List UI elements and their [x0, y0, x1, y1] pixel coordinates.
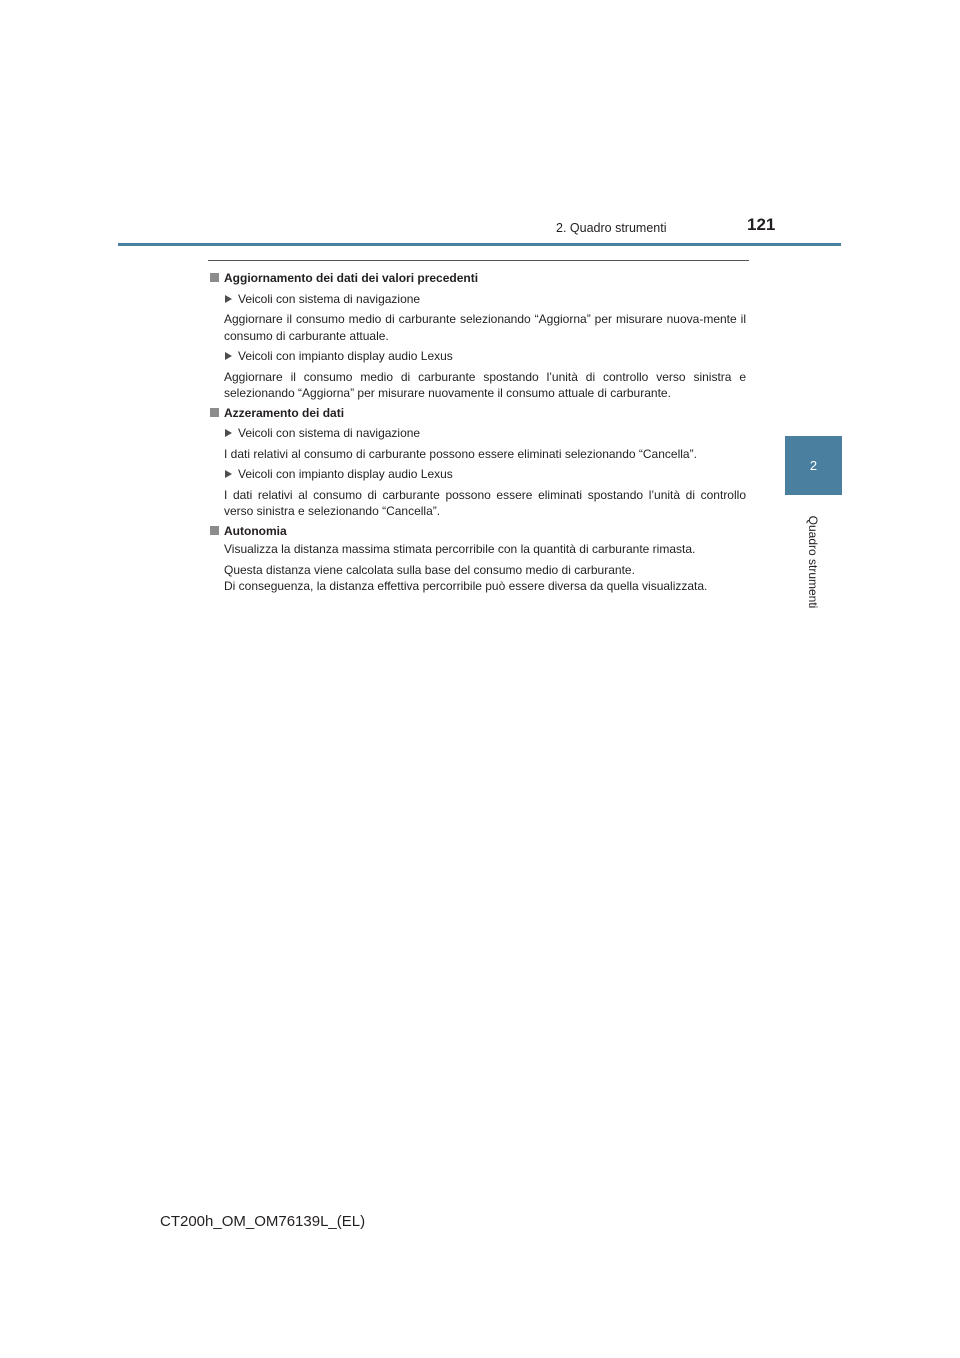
- triangle-bullet-icon: [225, 470, 232, 478]
- header-rule: [118, 243, 841, 246]
- footer-document-code: CT200h_OM_OM76139L_(EL): [160, 1213, 366, 1230]
- square-bullet-icon: [210, 408, 219, 417]
- section-heading-text: Azzeramento dei dati: [224, 405, 345, 420]
- subheading: [210, 425, 746, 442]
- subheading: [210, 466, 746, 483]
- header-section-title: 2. Quadro strumenti: [556, 221, 667, 235]
- triangle-bullet-icon: [225, 295, 232, 303]
- chapter-side-label: Quadro strumenti: [806, 515, 820, 609]
- content-top-rule: [208, 260, 749, 261]
- triangle-bullet-icon: [225, 352, 232, 360]
- paragraph: I dati relativi al consumo di carburante possono essere eliminati selezionando “Cancella”.: [224, 446, 697, 461]
- paragraph: Aggiornare il consumo medio di carburante spostando l’unità di controllo verso sinistra e selezionando “Aggiorna” per misurare nuovamente il consumo attuale di carburante.: [224, 369, 746, 400]
- page-number: 121: [747, 215, 776, 234]
- paragraph: [210, 562, 746, 595]
- paragraph: Visualizza la distanza massima stimata percorribile con la quantità di carburante rimasta.: [224, 542, 696, 556]
- section-heading-text: Autonomia: [224, 523, 287, 538]
- subheading-text: Veicoli con impianto display audio Lexus: [238, 467, 453, 481]
- section-heading-text: Aggiornamento dei dati dei valori precedenti: [224, 271, 479, 285]
- subheading-text: Veicoli con sistema di navigazione: [238, 426, 421, 440]
- square-bullet-icon: [210, 526, 219, 535]
- section-heading: [210, 523, 746, 540]
- section-heading: [210, 270, 746, 287]
- paragraph: I dati relativi al consumo di carburante possono essere eliminati spostando l’unità di controllo verso sinistra e selezionando “Cancella”.: [224, 487, 746, 518]
- main-content: [210, 270, 746, 595]
- section-heading: [210, 405, 746, 422]
- subheading-text: Veicoli con sistema di navigazione: [238, 291, 421, 306]
- subheading-text: Veicoli con impianto display audio Lexus: [238, 349, 453, 363]
- paragraph: Aggiornare il consumo medio di carburante selezionando “Aggiorna” per misurare nuova-mente il consumo di carburante attuale.: [224, 312, 746, 343]
- subheading: [210, 348, 746, 365]
- square-bullet-icon: [210, 273, 219, 282]
- paragraph-line: Questa distanza viene calcolata sulla base del consumo medio di carburante.: [224, 562, 635, 577]
- subheading: [210, 291, 746, 308]
- triangle-bullet-icon: [225, 429, 232, 437]
- paragraph-line: Di conseguenza, la distanza effettiva percorribile può essere diversa da quella visualizzata.: [224, 579, 708, 593]
- chapter-number: 2: [809, 458, 818, 473]
